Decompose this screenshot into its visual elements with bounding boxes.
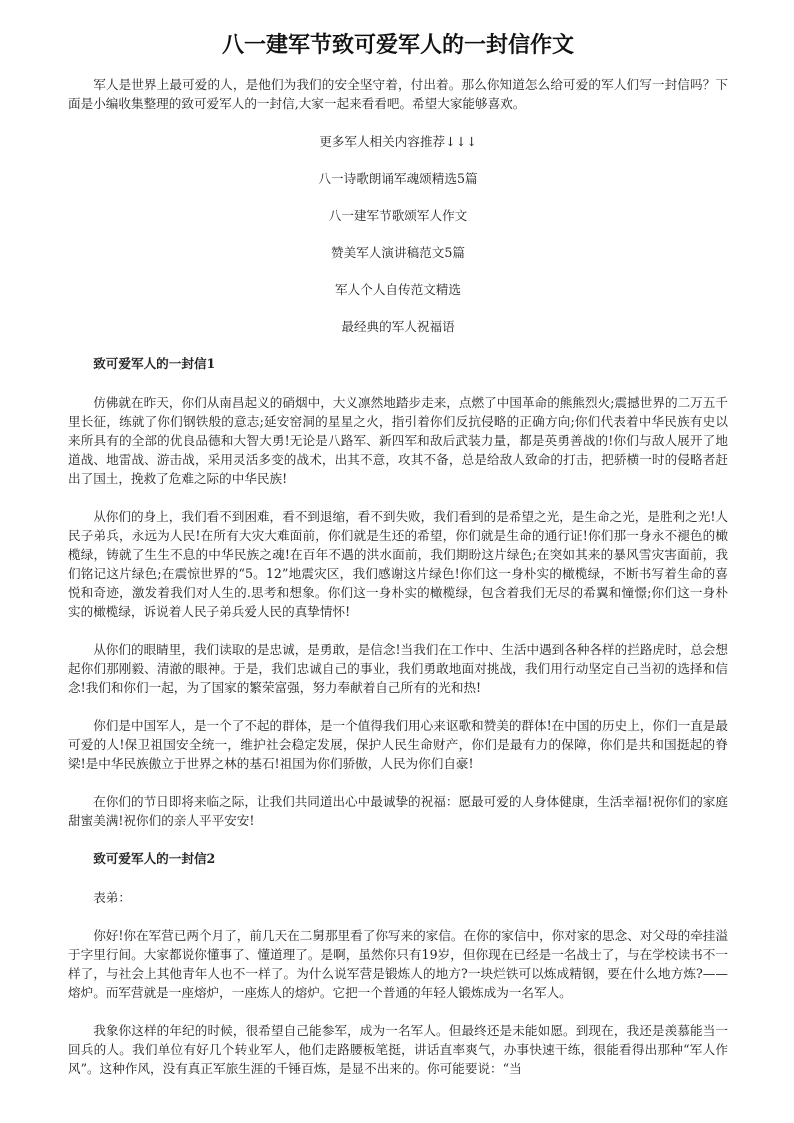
recommendation-link[interactable]: 八一建军节歌颂军人作文 (328, 208, 468, 223)
recommendation-list (68, 132, 728, 336)
letter1-paragraph: 从你们的身上，我们看不到困难，看不到退缩，看不到失败，我们看到的是希望之光，是生命之光，是胜利之光!人民子弟兵，永远为人民!在所有大灾大难面前，你们就是生还的希望，你们就是生命的通行证!你们那一身永不褪色的橄榄绿，铸就了生生不息的中华民族之魂!在百年不遇的洪水面前，我们期盼这片绿色;在突如其来的暴风雪灾害面前，我们铭记这片绿色;在震惊世界的“5。12”地震灾区，我们感谢这片绿色!你们这一身朴实的橄榄绿，不断书写着生命的喜悦和奇迹，激发着我们对人生的.思考和想象。你们这一身朴实的橄榄绿，包含着我们无尽的希翼和憧憬;你们这一身朴实的橄榄绿，诉说着人民子弟兵爱人民的真挚情怀! (68, 509, 728, 619)
letter1-paragraph: 在你们的节日即将来临之际，让我们共同道出心中最诚挚的祝福：愿最可爱的人身体健康，生活幸福!祝你们的家庭甜蜜美满!祝你们的亲人平平安安! (68, 794, 728, 828)
recommendation-link[interactable]: 八一诗歌朗诵军魂颂精选5篇 (318, 171, 478, 186)
letter1-paragraph: 你们是中国军人，是一个了不起的群体，是一个值得我们用心来讴歌和赞美的群体!在中国的历史上，你们一直是最可爱的人!保卫祖国安全统一，维护社会稳定发展，保护人民生命财产，你们是最有力的保障，你们是共和国挺起的脊梁!是中华民族傲立于世界之林的基石!祖国为你们骄傲，人民为你们自豪! (68, 718, 728, 771)
letter2-paragraph: 我象你这样的年纪的时候，很希望自己能参军，成为一名军人。但最终还是未能如愿。到现在，我还是羡慕能当一回兵的人。我们单位有好几个转业军人，他们走路腰板笔挺，讲话直率爽气，办事快速干练，很能看得出那种“军人作风”。这种作风，没有真正军旅生涯的千锤百炼，是显不出来的。你可能要说：“当 (68, 1023, 728, 1076)
recommendation-link[interactable]: 军人个人自传范文精选 (335, 282, 461, 297)
letter1-paragraph: 从你们的眼睛里，我们读取的是忠诚，是勇敢，是信念!当我们在工作中、生活中遇到各种各样的拦路虎时，总会想起你们那刚毅、清澈的眼神。于是，我们忠诚自己的事业，我们勇敢地面对挑战，我们用行动坚定自己当初的选择和信念!我们和你们一起，为了国家的繁荣富强，努力奉献着自己所有的光和热! (68, 642, 728, 695)
intro-paragraph: 军人是世界上最可爱的人，是他们为我们的安全坚守着，付出着。那么你知道怎么给可爱的军人们写一封信吗？下面是小编收集整理的致可爱军人的一封信,大家一起来看看吧。希望大家能够喜欢。 (68, 77, 728, 111)
recommendation-heading: 更多军人相关内容推荐↓↓↓ (319, 134, 477, 149)
letter2-paragraph: 你好!你在军营已两个月了，前几天在二舅那里看了你写来的家信。在你的家信中，你对家的思念、对父母的牵挂溢于字里行间。大家都说你懂事了、懂道理了。是啊，虽然你只有19岁，但你现在已经是一名战士了，与在学校读书不一样了，与社会上其他青年人也不一样了。为什么说军营是锻炼人的地方?一块烂铁可以炼成精钢，要在什么地方炼?——熔炉。而军营就是一座熔炉，一座炼人的熔炉。它把一个普通的年轻人锻炼成为一名军人。 (68, 928, 728, 1000)
page-title: 八一建军节致可爱军人的一封信作文 (221, 33, 574, 58)
letter2-heading: 致可爱军人的一封信2 (93, 851, 216, 866)
letter2-salutation: 表弟： (93, 890, 131, 905)
recommendation-link[interactable]: 赞美军人演讲稿范文5篇 (331, 245, 465, 260)
letter1-paragraph: 仿佛就在昨天，你们从南昌起义的硝烟中，大义凛然地踏步走来，点燃了中国革命的熊熊烈火;震撼世界的二万五千里长征，练就了你们钢铁般的意志;延安窑洞的星星之火，指引着你们反抗侵略的正确方向;你们代表着中华民族有史以来所具有的全部的优良品德和大智大勇!无论是八路军、新四军和敌后武装力量，都是英勇善战的!你们与敌人展开了地道战、地雷战、游击战，采用灵活多变的战术，出其不意，攻其不备，总是给敌人致命的打击，把骄横一时的侵略者赶出了国土，挽救了危难之际的中华民族! (68, 395, 728, 486)
letter1-heading: 致可爱军人的一封信1 (93, 356, 216, 371)
recommendation-link[interactable]: 最经典的军人祝福语 (341, 319, 455, 334)
document-page (68, 0, 728, 1097)
